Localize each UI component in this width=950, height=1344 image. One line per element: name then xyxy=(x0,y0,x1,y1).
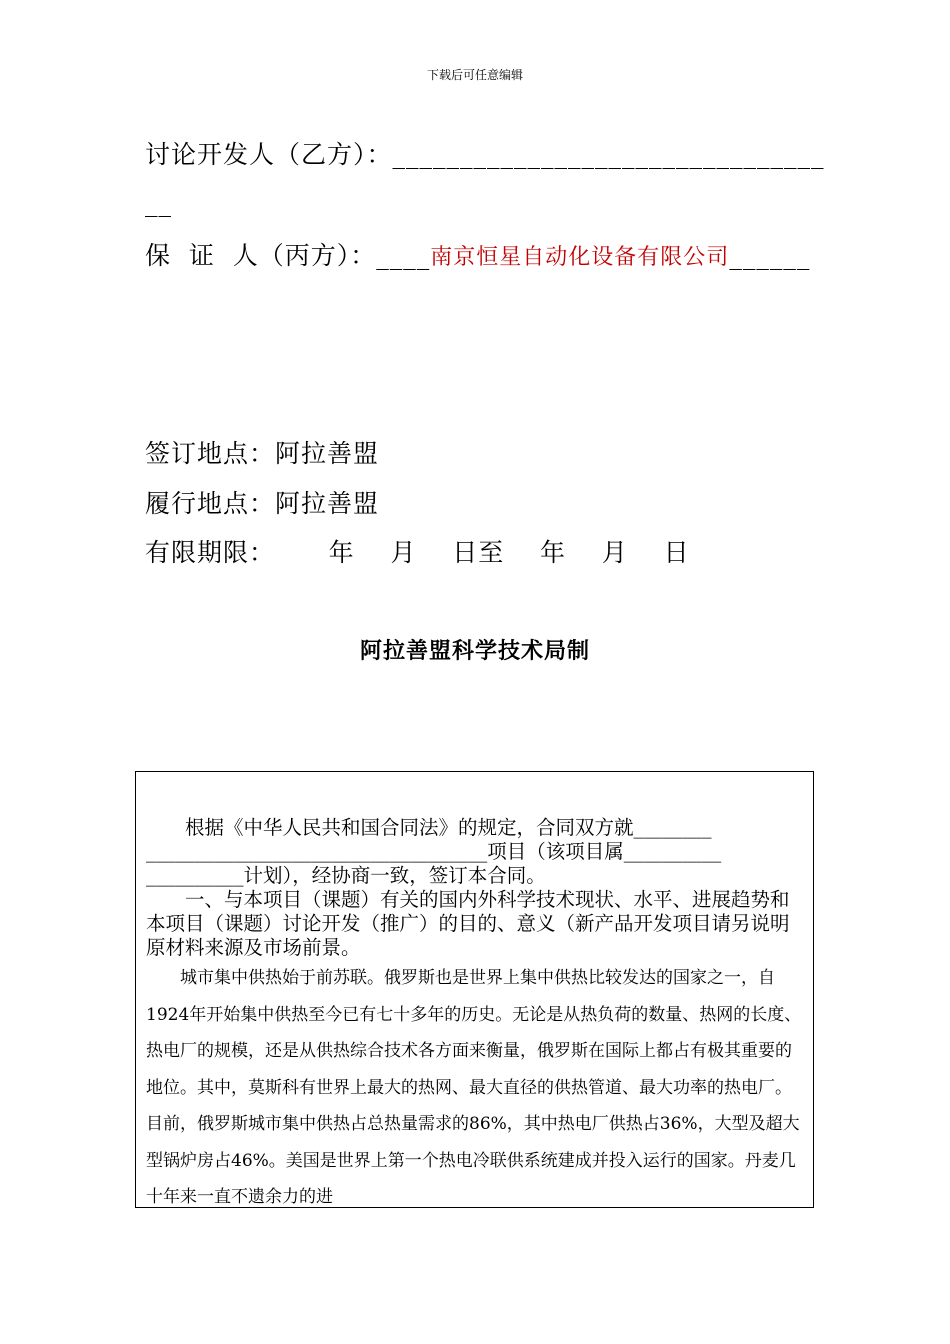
guarantor-blank-after: ______ xyxy=(729,241,811,270)
guarantor-line xyxy=(145,236,810,272)
contract-content-box xyxy=(135,771,814,1208)
guarantor-company: 南京恒星自动化设备有限公司 xyxy=(430,245,730,270)
contract-content xyxy=(146,816,805,1208)
developer-label: 讨论开发人（乙方）： xyxy=(145,140,393,169)
contract-intro: 根据《中华人民共和国合同法》的规定，合同双方就________ ___________________________________项目（该项目属__________ __________计划），经协商一致，签订本合同。 xyxy=(146,816,722,887)
guarantor-blank-before: ____ xyxy=(376,241,431,270)
developer-blank-continuation: __ xyxy=(145,188,172,217)
validity-period: 有限期限： 年 月 日至 年 月 日 xyxy=(145,538,690,567)
guarantor-label: 保 证 人（丙方）： xyxy=(145,241,377,270)
developer-line xyxy=(145,135,825,171)
developer-blank: ________________________________ xyxy=(392,140,825,169)
download-note: 下载后可任意编辑 xyxy=(426,68,523,82)
issuer-title: 阿拉善盟科学技术局制 xyxy=(359,639,590,664)
section-one-body: 城市集中供热始于前苏联。俄罗斯也是世界上集中供热比较发达的国家之一，自1924年开始集中供热至今已有七十多年的历史。无论是从热负荷的数量、热网的长度、热电厂的规模，还是从供热综合技术各方面来衡量，俄罗斯在国际上都占有极其重要的地位。其中，莫斯科有世界上最大的热网、最大直径的供热管道、最大功率的热电厂。目前，俄罗斯城市集中供热占总热量需求的86%，其中热电厂供热占36%，大型及超大型锅炉房占46%。美国是世界上第一个热电冷联供系统建成并投入运行的国家。丹麦几十年来一直不遗余力的进 xyxy=(146,968,802,1207)
performance-place: 履行地点：阿拉善盟 xyxy=(145,489,380,518)
signing-place: 签订地点：阿拉善盟 xyxy=(145,439,380,468)
section-one-heading: 一、与本项目（课题）有关的国内外科学技术现状、水平、进展趋势和本项目（课题）讨论开发（推广）的目的、意义（新产品开发项目请另说明原材料来源及市场前景。 xyxy=(146,888,790,959)
